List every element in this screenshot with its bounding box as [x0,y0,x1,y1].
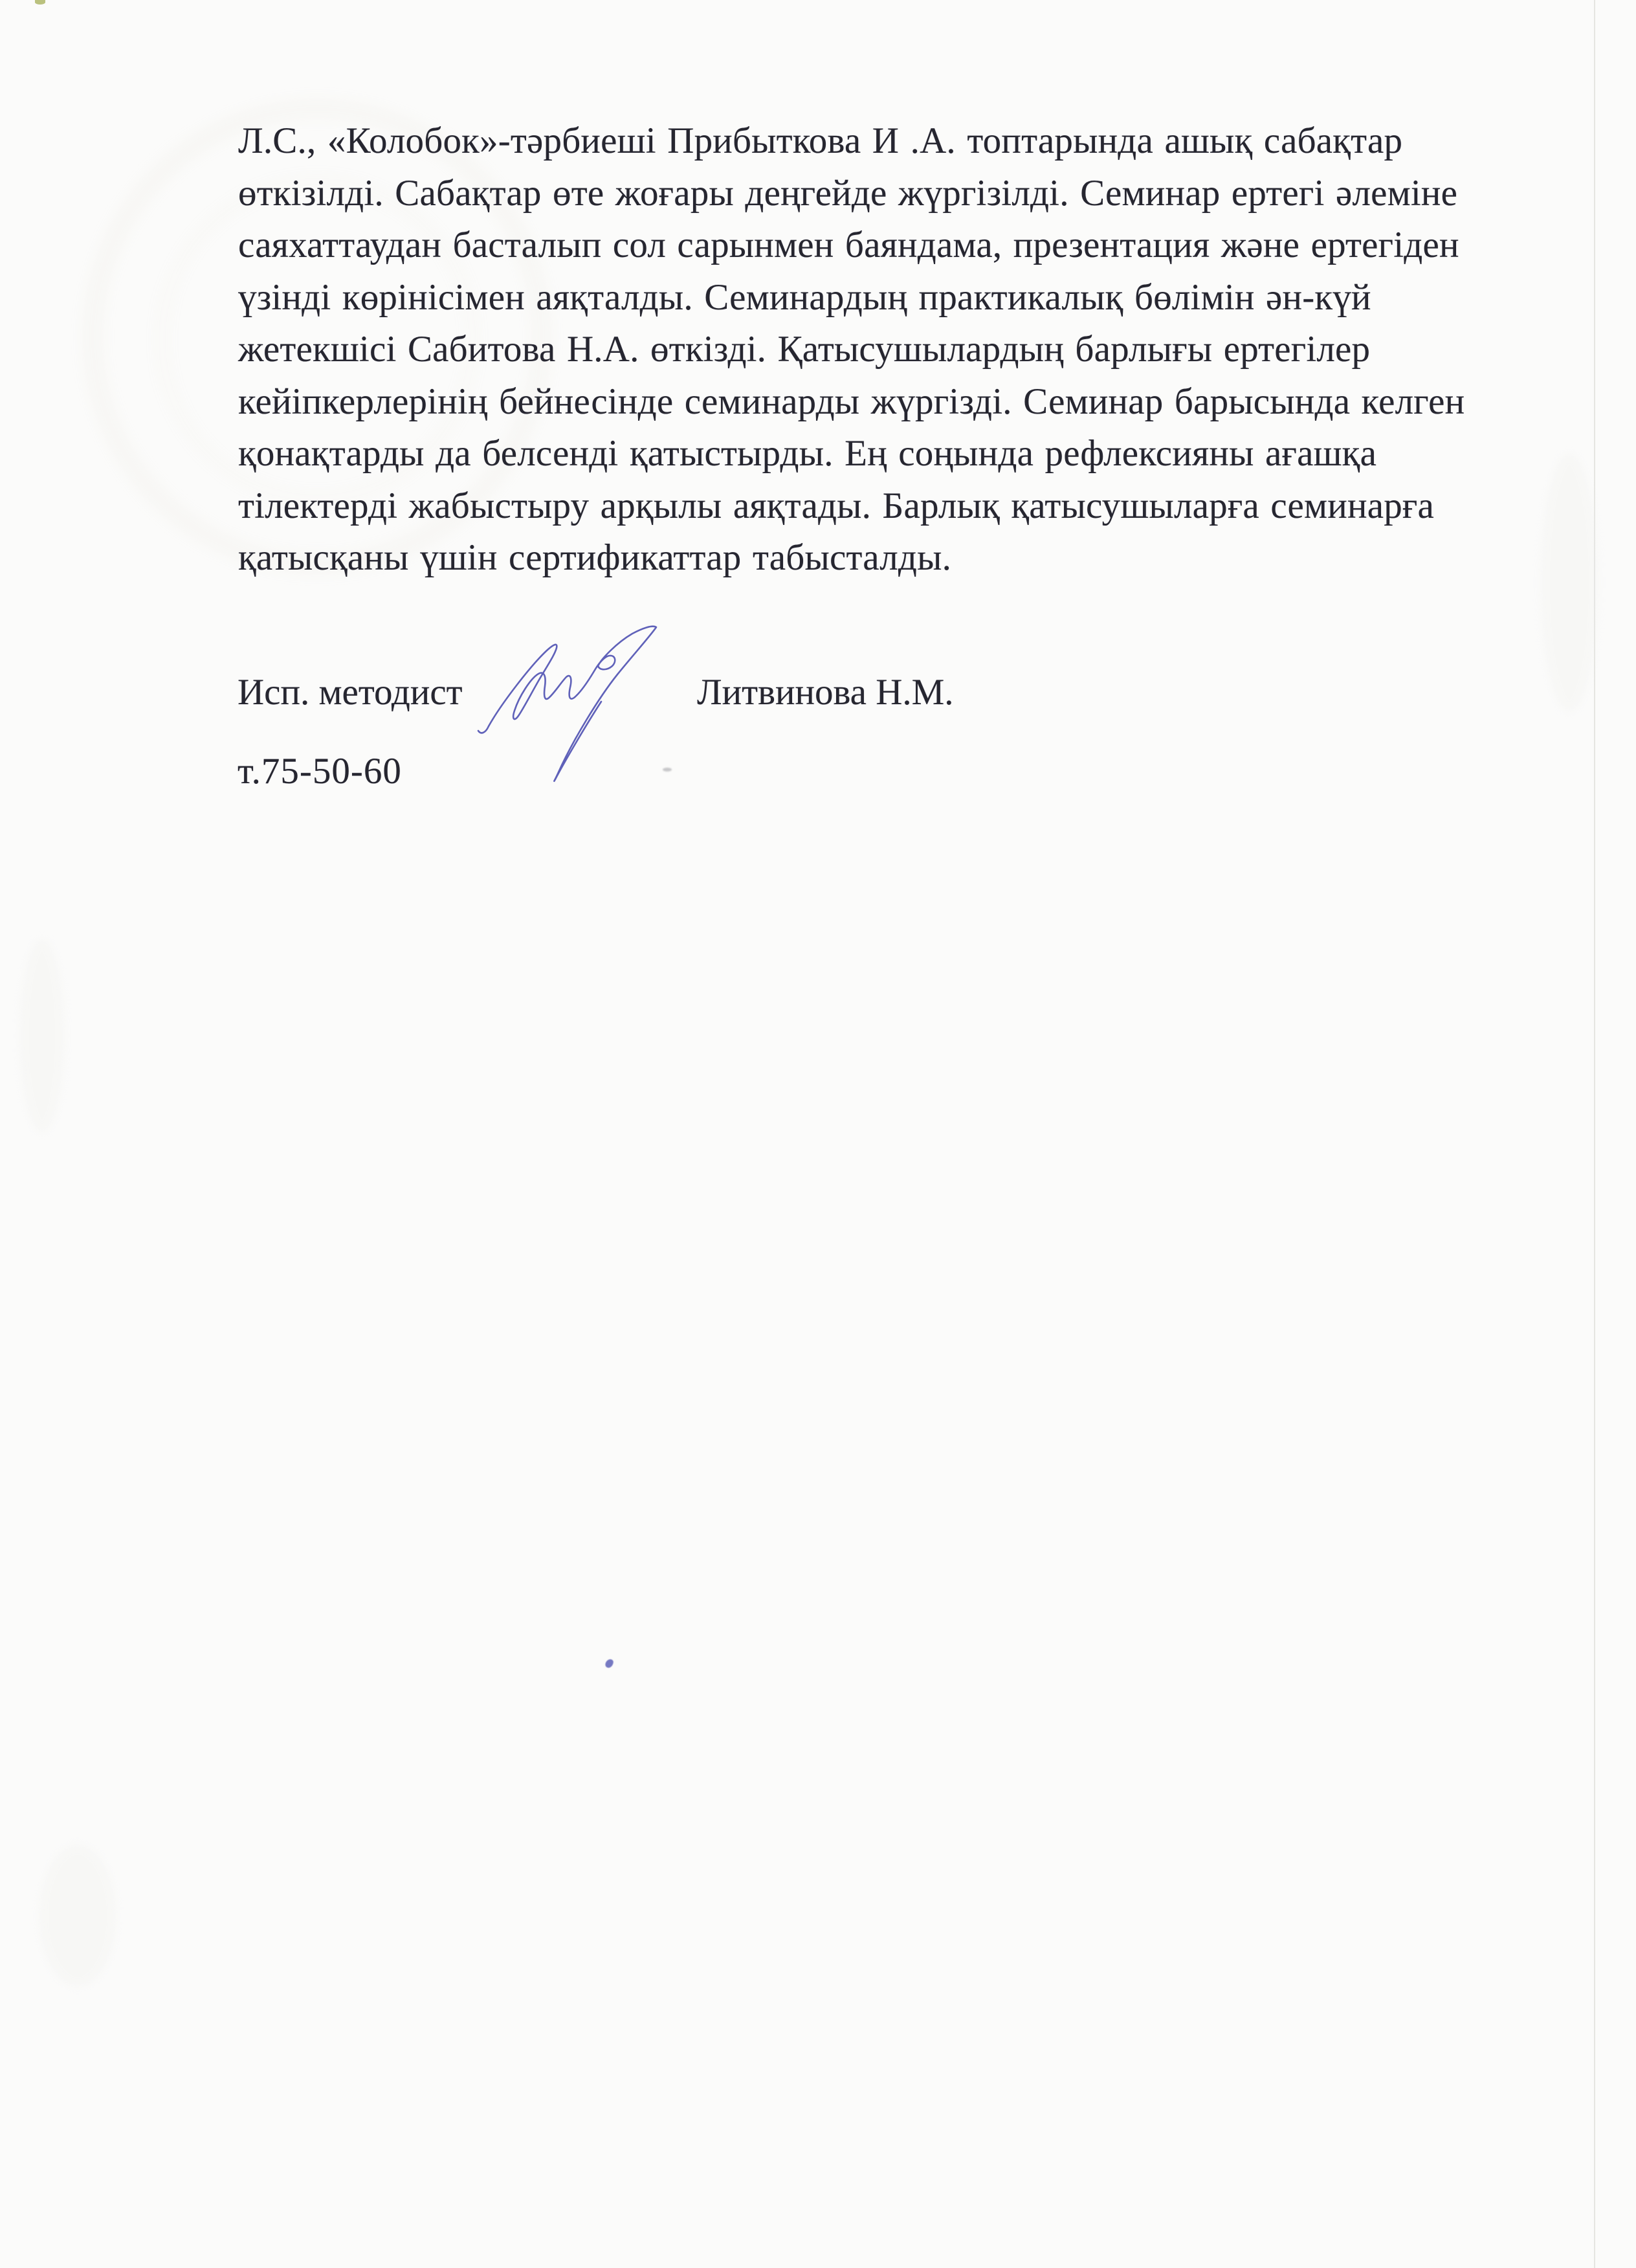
paragraph-line: өткізілді. Сабақтар өте жоғары деңгейде жүргізілді. Семинар ертегі әлеміне [238,172,1458,214]
scan-speck-top [35,0,45,5]
contact-phone: т.75-50-60 [238,751,402,792]
signature-ink [466,602,673,809]
signature-role-label: Исп. методист [238,672,463,713]
paragraph-line: тілектерді жабыстыру арқылы аяқтады. Барлық қатысушыларға семинарға [238,485,1434,526]
paragraph-line: саяхаттаудан басталып сол сарынмен баяндама, презентация және ертегіден [238,225,1459,265]
report-paragraph [238,115,1465,584]
paragraph-line: кейіпкерлерінің бейнесінде семинарды жүргізді. Семинар барысында келген [238,381,1465,422]
scanner-edge-line [1594,0,1595,2268]
scan-speck-gray [663,768,672,772]
paper-noise [1540,453,1598,712]
paragraph-line: Л.С., «Колобок»-тәрбиеші Прибыткова И .А. топтарында ашық сабақтар [238,120,1403,161]
paragraph-line: қатысқаны үшін сертификаттар табысталды. [238,537,952,578]
paper-noise [39,1845,116,1987]
signer-name: Литвинова Н.М. [697,672,954,713]
paragraph-line: жетекшісі Сабитова Н.А. өткізді. Қатысушылардың барлығы ертегілер [238,329,1371,370]
paragraph-line: қонақтарды да белсенді қатыстырды. Ең соңында рефлексияны ағашқа [238,433,1377,474]
paragraph-line: үзінді көрінісімен аяқталды. Семинардың практикалық бөлімін ән-күй [238,276,1371,318]
ink-dot-speck [604,1658,615,1669]
paper-noise [19,939,65,1133]
